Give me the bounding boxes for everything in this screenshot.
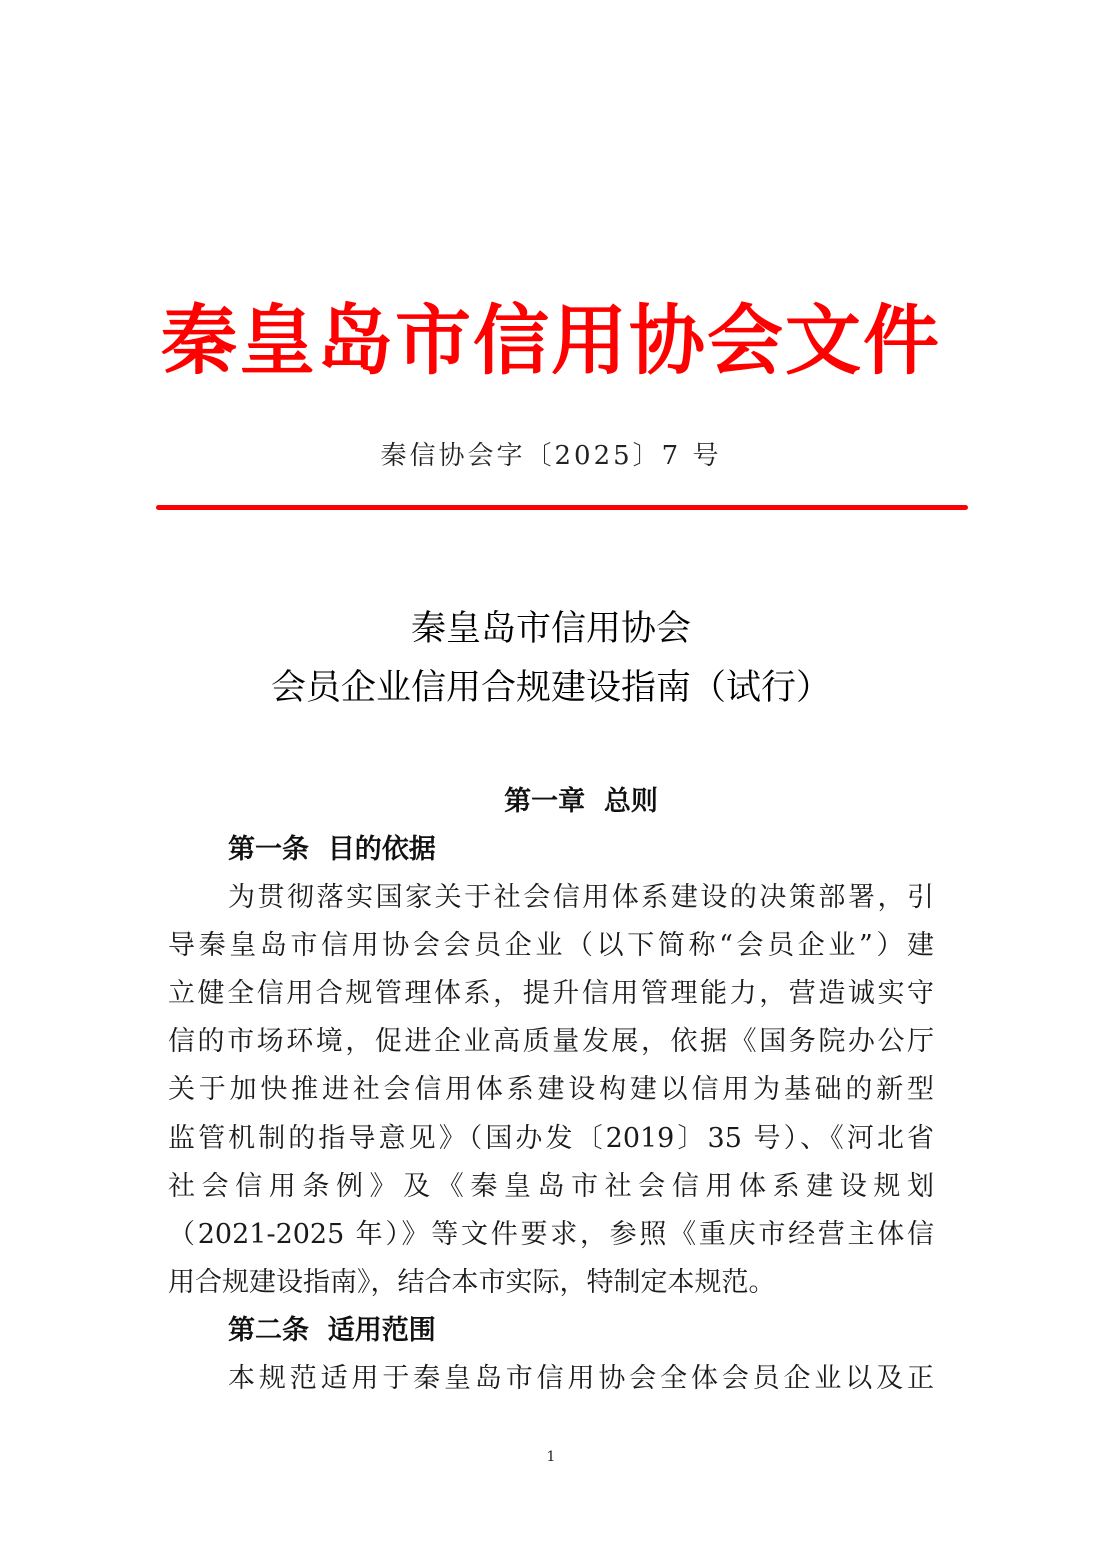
- paragraph-line: 本规范适用于秦皇岛市信用协会全体会员企业以及正: [228, 1363, 934, 1394]
- document-title-line-2: 会员企业信用合规建设指南（试行）: [270, 668, 831, 708]
- paragraph-line: 用合规建设指南》，结合本市实际，特制定本规范。: [168, 1267, 776, 1298]
- chapter-heading: 第一章 总则: [504, 786, 658, 817]
- paragraph-line: 导秦皇岛市信用协会会员企业（以下简称“会员企业”）建: [168, 930, 934, 961]
- paragraph-line: 立健全信用合规管理体系，提升信用管理能力，营造诚实守: [168, 978, 934, 1009]
- article-heading: 第二条 适用范围: [228, 1315, 436, 1346]
- paragraph-line: 社会信用条例》及《秦皇岛市社会信用体系建设规划: [168, 1171, 934, 1202]
- paragraph-line: 信的市场环境，促进企业高质量发展，依据《国务院办公厅: [168, 1026, 934, 1057]
- red-divider: [156, 505, 968, 510]
- page-number: 1: [546, 1449, 556, 1465]
- masthead-title: 秦皇岛市信用协会文件: [161, 296, 941, 385]
- document-number: 秦信协会字〔2025〕7 号: [380, 441, 722, 471]
- paragraph-line: 关于加快推进社会信用体系建设构建以信用为基础的新型: [168, 1074, 934, 1105]
- paragraph-line: （2021-2025 年）》等文件要求，参照《重庆市经营主体信: [168, 1219, 934, 1250]
- paragraph-line: 监管机制的指导意见》（国办发〔2019〕35 号）、《河北省: [168, 1123, 934, 1154]
- document-title-line-1: 秦皇岛市信用协会: [410, 609, 691, 649]
- paragraph-line: 为贯彻落实国家关于社会信用体系建设的决策部署，引: [228, 882, 934, 913]
- article-heading: 第一条 目的依据: [228, 834, 436, 865]
